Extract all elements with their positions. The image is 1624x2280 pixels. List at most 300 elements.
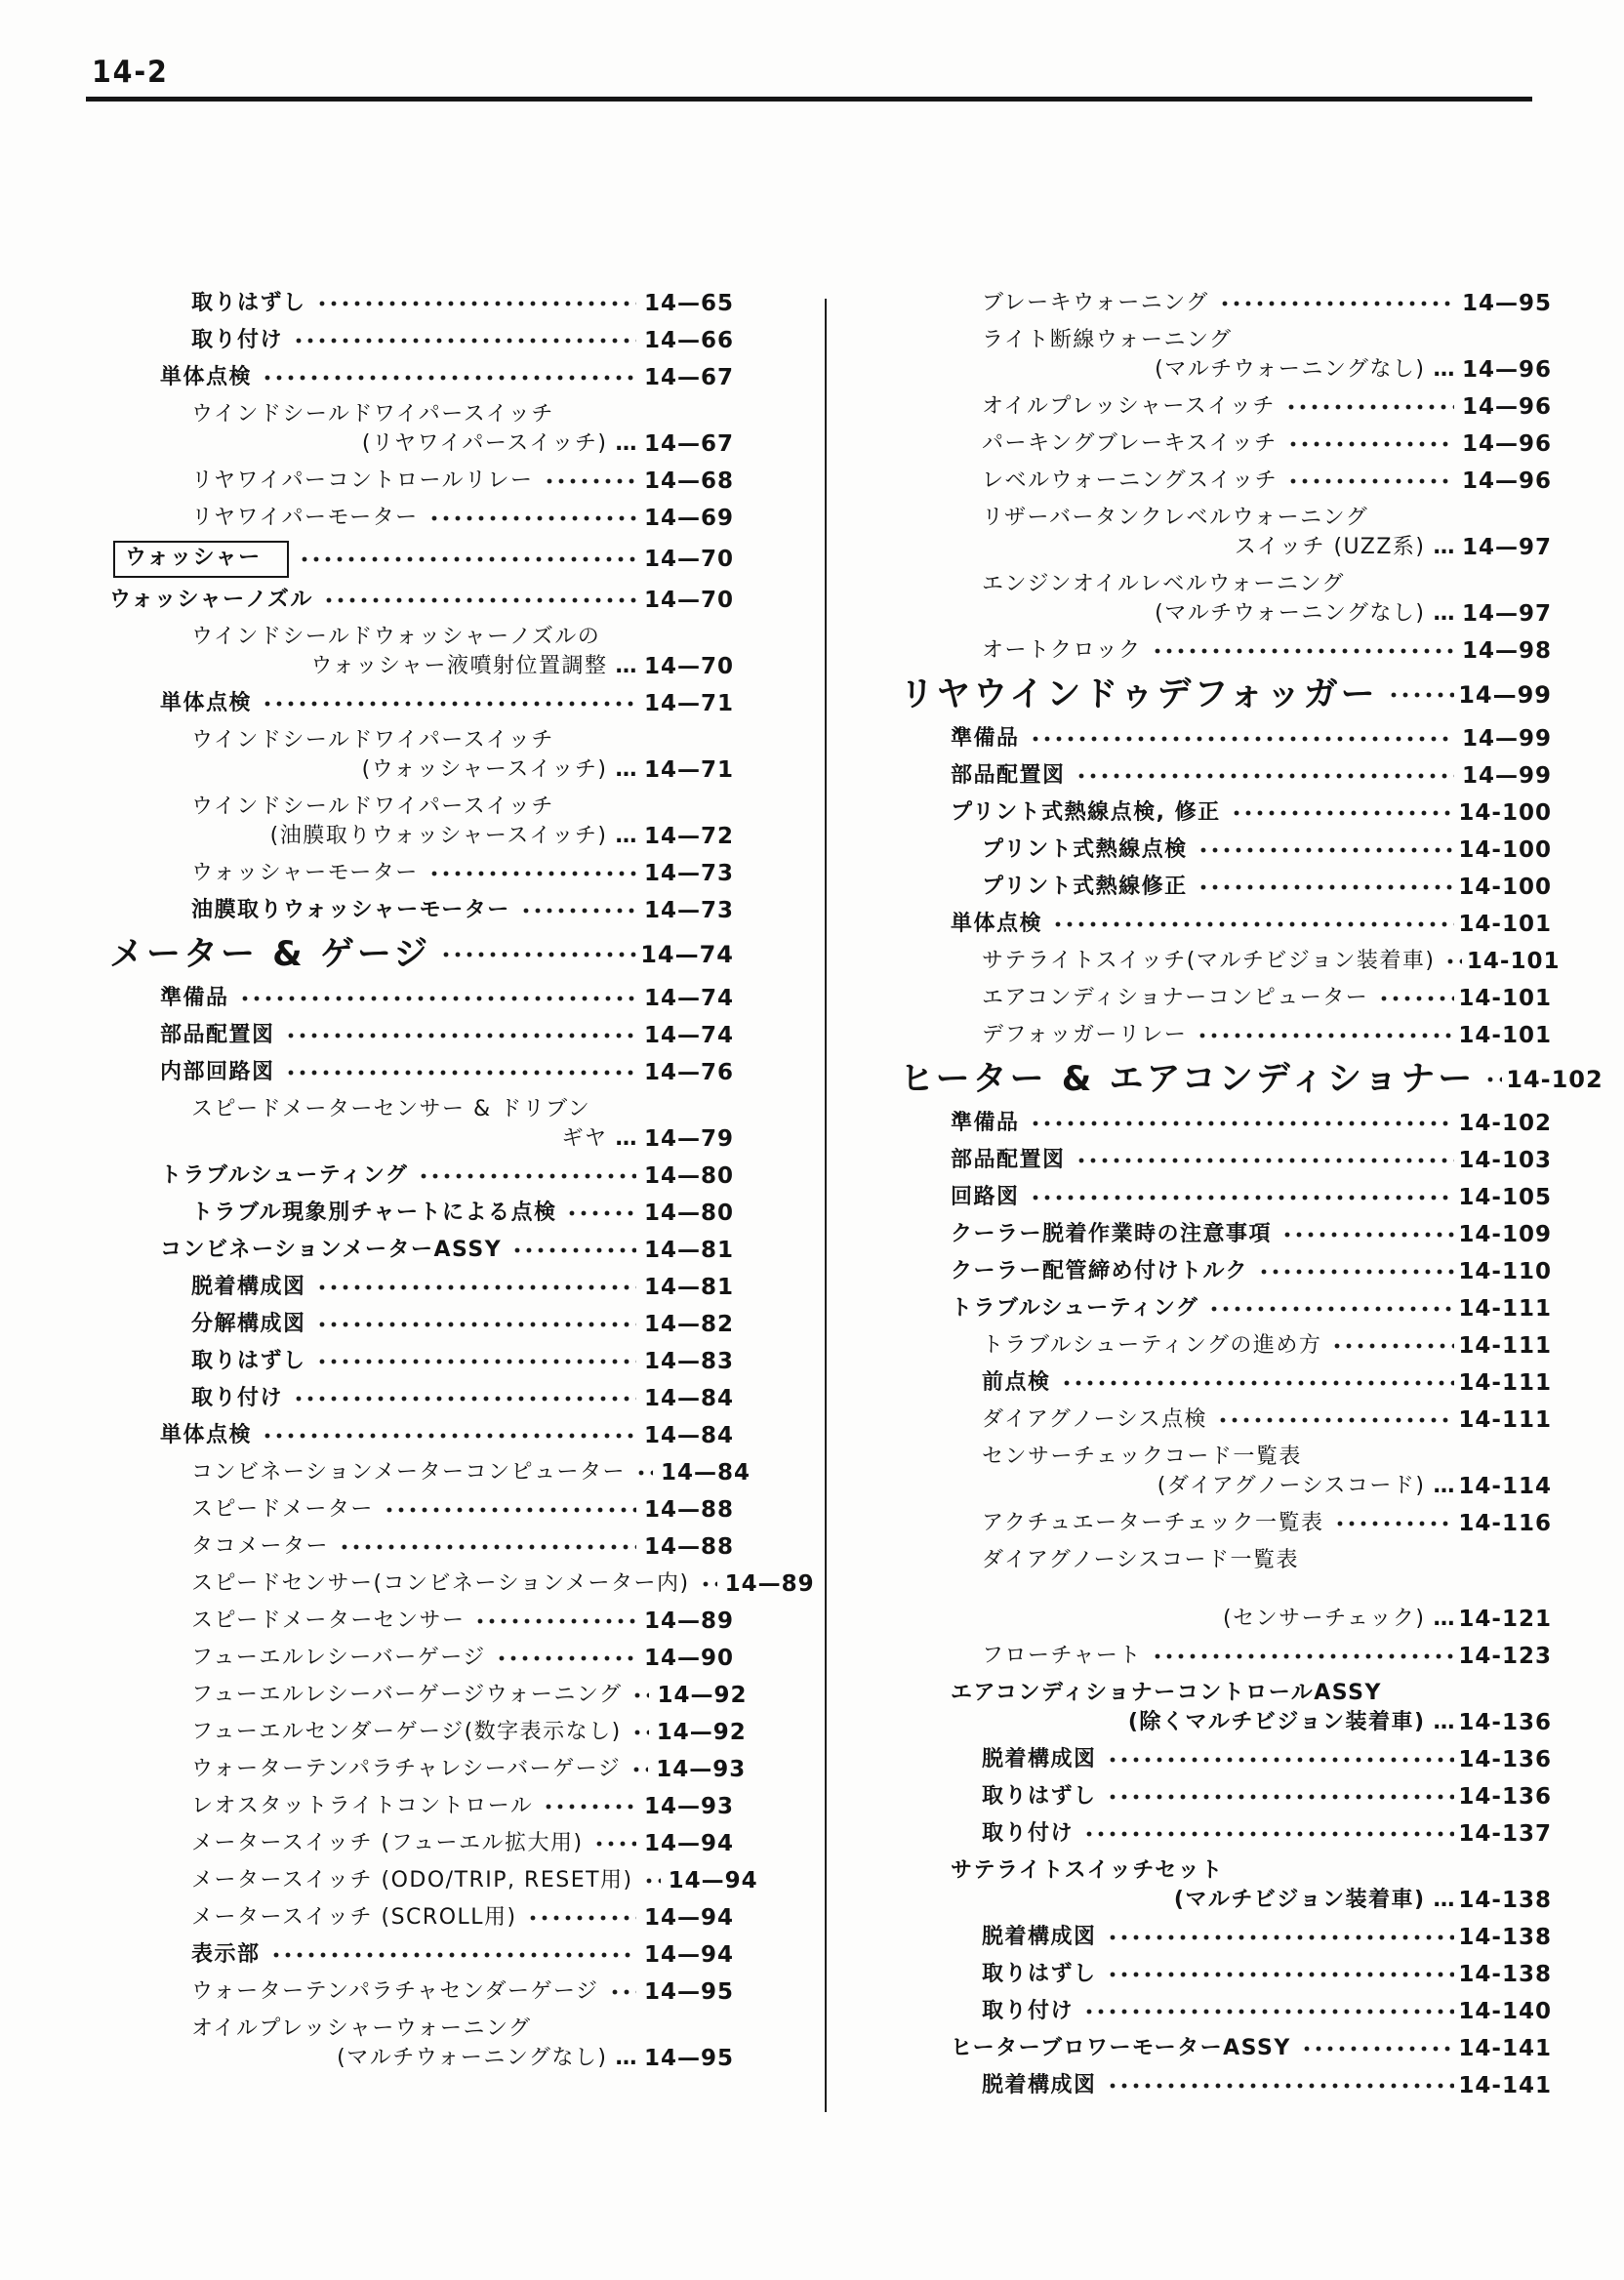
column-divider	[825, 299, 827, 2112]
toc-entry-label: コンビネーションメーターコンピューター	[191, 1460, 626, 1485]
toc-entry-label: 取り付け	[982, 1821, 1075, 1846]
toc-entry-continuation: (ダイアグノーシスコード)	[1157, 1474, 1426, 1498]
dot-leader	[1105, 1745, 1454, 1774]
dot-leader	[1283, 392, 1454, 422]
page-number: 14-111	[1458, 1333, 1552, 1359]
toc-entry	[191, 1199, 734, 1228]
page-number: 14—99	[1458, 681, 1552, 709]
toc-entry-label: 単体点検	[160, 1423, 253, 1447]
page-number: 14—84	[643, 1386, 734, 1411]
dot-leader	[314, 1310, 636, 1339]
toc-entry-label: 取り付け	[982, 1999, 1075, 2023]
toc-entry	[982, 636, 1552, 666]
dot-leader	[518, 896, 636, 925]
toc-entry-label: ウォッシャーモーター	[191, 861, 419, 885]
dot-leader	[633, 1458, 653, 1487]
dot-leader	[1229, 798, 1454, 828]
toc-entry	[191, 1095, 734, 1154]
page-number: 14—74	[643, 1023, 734, 1048]
dot-leader	[1081, 1819, 1454, 1849]
page-number: 14—70	[643, 588, 734, 613]
page-number: 14—81	[643, 1275, 734, 1300]
toc-entry-label: 脱着構成図	[191, 1275, 306, 1299]
toc-entry	[951, 1146, 1552, 1175]
page-number: 14—71	[643, 691, 734, 716]
toc-entry	[191, 1644, 734, 1673]
toc-entry-label: 部品配置図	[951, 1148, 1066, 1172]
toc-entry-label: フローチャート	[982, 1644, 1142, 1668]
toc-entry-label: 前点検	[982, 1370, 1051, 1395]
toc-entry	[191, 1273, 734, 1302]
page-number: 14—65	[643, 291, 734, 316]
dot-leader	[641, 1866, 661, 1895]
toc-entry-label: トラブル現象別チャートによる点検	[191, 1201, 557, 1225]
page-number: 14—94	[643, 1942, 734, 1968]
toc-entry	[191, 1384, 734, 1413]
page-number: 14—76	[643, 1060, 734, 1085]
page-number: 14—81	[643, 1238, 734, 1263]
page-number-header: 14-2	[92, 55, 169, 90]
toc-entry	[191, 1569, 815, 1599]
toc-column-left	[109, 289, 815, 2081]
toc-entry	[951, 1257, 1552, 1286]
toc-entry-label: エアコンディショナーコントロールASSY	[951, 1681, 1382, 1705]
dot-leader	[1482, 1058, 1502, 1101]
page-number: 14-102	[1458, 1111, 1552, 1136]
page-number: 14—89	[643, 1608, 734, 1634]
toc-entry-label: 脱着構成図	[982, 1747, 1097, 1771]
page-number: 14-101	[1458, 1023, 1552, 1048]
toc-entry-continuation: (マルチビジョン装着車)	[1173, 1888, 1426, 1912]
dot-leader	[1028, 1183, 1454, 1212]
toc-entry-label: クーラー脱着作業時の注意事項	[951, 1222, 1273, 1246]
page-number: 14-136	[1458, 1747, 1552, 1772]
page-number: 14—74	[640, 941, 734, 968]
toc-entry-label: プリント式熱線修正	[982, 875, 1188, 899]
page-number: 14—67	[643, 365, 734, 390]
toc-entry-label: 取りはずし	[982, 1784, 1097, 1809]
dot-leader	[1105, 1923, 1454, 1952]
dot-leader	[291, 1384, 636, 1413]
dot-leader	[260, 689, 636, 718]
toc-entry	[191, 1681, 748, 1710]
page-number: 14-111	[1458, 1370, 1552, 1396]
toc-entry-label: 単体点検	[951, 912, 1043, 936]
page-number: 14-103	[1458, 1148, 1552, 1173]
dot-leader	[509, 1236, 636, 1265]
dot-leader	[1059, 1368, 1454, 1398]
toc-entry	[982, 467, 1552, 496]
page-number: 14—97	[1461, 535, 1552, 560]
dot-leader-short: …	[615, 654, 638, 678]
page-number: 14—73	[643, 861, 734, 886]
toc-entry	[951, 761, 1552, 791]
toc-entry	[982, 289, 1552, 318]
toc-entry	[982, 1546, 1552, 1634]
page-number: 14-141	[1458, 2036, 1552, 2061]
toc-entry	[982, 1368, 1552, 1398]
dot-leader	[1074, 761, 1454, 791]
toc-entry-label: アクチュエーターチェック一覧表	[982, 1511, 1324, 1535]
page-number: 14-100	[1458, 800, 1552, 826]
toc-entry	[191, 623, 734, 681]
toc-entry-label: 油膜取りウォッシャーモーター	[191, 898, 510, 922]
toc-entry-label: 単体点検	[160, 365, 253, 389]
dot-leader	[541, 1792, 636, 1821]
toc-entry	[191, 504, 734, 533]
toc-entry	[160, 984, 734, 1013]
toc-entry	[191, 1607, 734, 1636]
toc-entry	[951, 1294, 1552, 1323]
dot-leader	[1279, 1220, 1454, 1249]
page-number: 14—70	[643, 547, 734, 572]
toc-entry	[982, 504, 1552, 562]
toc-entry	[982, 1509, 1552, 1538]
toc-entry-label: メータースイッチ (ODO/TRIP, RESET用)	[191, 1868, 633, 1893]
dot-leader	[1442, 947, 1462, 976]
dot-leader	[1028, 724, 1454, 753]
toc-entry-label: トラブルシューティングの進め方	[982, 1333, 1322, 1358]
toc-entry	[982, 326, 1552, 385]
page-number: 14—68	[643, 468, 734, 494]
page-number: 14-102	[1506, 1066, 1604, 1093]
toc-entry-label: メーター & ゲージ	[109, 935, 431, 974]
page-number: 14-137	[1458, 1821, 1552, 1847]
page-number: 14—92	[656, 1720, 747, 1745]
toc-entry	[982, 1331, 1552, 1361]
dot-leader-short: …	[1433, 1474, 1456, 1498]
dot-leader	[1028, 1109, 1454, 1138]
dot-leader-short: …	[615, 824, 638, 848]
page-number: 14-114	[1458, 1474, 1552, 1499]
toc-entry-label: 取り付け	[191, 1386, 284, 1410]
toc-entry	[191, 1495, 734, 1525]
toc-entry-continuation: (マルチウォーニングなし)	[1155, 601, 1426, 626]
dot-leader	[1299, 2034, 1454, 2063]
toc-entry-label: センサーチェックコード一覧表	[982, 1445, 1302, 1469]
page-number: 14—74	[643, 986, 734, 1011]
page-number: 14-136	[1458, 1784, 1552, 1810]
page-number: 14—96	[1461, 394, 1552, 420]
toc-entry-label: ウインドシールドワイパースイッチ	[191, 794, 554, 819]
page-number: 14-100	[1458, 837, 1552, 863]
page-number: 14—80	[643, 1163, 734, 1189]
dot-leader	[1206, 1294, 1454, 1323]
page-number: 14-138	[1458, 1925, 1552, 1950]
toc-entry	[160, 1236, 734, 1265]
page-number: 14—83	[643, 1349, 734, 1374]
dot-leader-short: …	[1433, 1888, 1456, 1912]
toc-entry-label: ダイアグノーシス点検	[982, 1407, 1208, 1432]
toc-entry	[191, 326, 734, 355]
toc-entry	[982, 1642, 1552, 1671]
dot-leader	[426, 504, 636, 533]
toc-entry	[191, 1903, 734, 1933]
toc-entry-label: フューエルレシーバーゲージウォーニング	[191, 1683, 623, 1707]
toc-entry-label: オートクロック	[982, 638, 1142, 663]
toc-entry	[191, 1792, 734, 1821]
toc-entry-label: 回路図	[951, 1185, 1020, 1209]
toc-entry	[191, 1347, 734, 1376]
dot-leader	[1285, 467, 1454, 496]
page-number: 14-111	[1458, 1407, 1552, 1433]
toc-entry-label: フューエルセンダーゲージ(数字表示なし)	[191, 1720, 622, 1744]
toc-entry	[951, 798, 1552, 828]
page-number: 14—95	[643, 1979, 734, 2005]
toc-entry	[191, 1866, 758, 1895]
dot-leader	[283, 1058, 636, 1087]
toc-entry	[191, 467, 734, 496]
dot-leader	[1386, 673, 1454, 716]
toc-entry	[191, 1310, 734, 1339]
toc-entry-label: オイルプレッシャーウォーニング	[191, 2016, 532, 2041]
dot-leader	[314, 1347, 636, 1376]
toc-entry	[982, 392, 1552, 422]
toc-entry-label: レベルウォーニングスイッチ	[982, 468, 1279, 493]
toc-entry	[160, 1421, 734, 1450]
toc-entry	[160, 1161, 734, 1191]
toc-entry	[191, 896, 734, 925]
toc-entry-label: 部品配置図	[951, 763, 1066, 788]
dot-leader-short: …	[1433, 357, 1456, 382]
dot-leader	[1376, 984, 1454, 1013]
toc-entry	[982, 1443, 1552, 1501]
toc-entry-label: スピードセンサー(コンビネーションメーター内)	[191, 1571, 690, 1596]
dot-leader	[1256, 1257, 1454, 1286]
page-number: 14—72	[643, 824, 734, 849]
toc-entry-label: リヤワイパーコントロールリレー	[191, 468, 534, 493]
toc-entry-label: 単体点検	[160, 691, 253, 715]
toc-entry-label: エアコンディショナーコンピューター	[982, 986, 1369, 1010]
page-number: 14-111	[1458, 1296, 1552, 1322]
page-number: 14—88	[643, 1534, 734, 1560]
dot-leader	[1105, 1960, 1454, 1989]
page-number: 14-116	[1458, 1511, 1552, 1536]
toc-entry	[191, 726, 734, 785]
toc-entry-label: プリント式熱線点検	[982, 837, 1188, 862]
toc-entry	[191, 1755, 747, 1784]
toc-entry	[951, 910, 1552, 939]
toc-entry	[191, 859, 734, 888]
toc-entry	[191, 1940, 734, 1970]
dot-leader	[314, 1273, 636, 1302]
dot-leader	[382, 1495, 636, 1525]
toc-entry	[160, 1058, 734, 1087]
page-number: 14—73	[643, 898, 734, 923]
dot-leader	[297, 545, 636, 574]
toc-entry	[191, 1977, 734, 2007]
dot-leader	[1285, 429, 1454, 459]
toc-entry-continuation: (センサーチェック)	[1222, 1607, 1426, 1631]
page-number: 14—99	[1461, 763, 1552, 789]
page-number: 14-123	[1458, 1644, 1552, 1669]
toc-entry	[191, 1829, 734, 1858]
toc-entry-label: ウインドシールドウォッシャーノズルの	[191, 625, 601, 649]
toc-entry-label: ヒーターブロワーモーターASSY	[951, 2036, 1291, 2060]
toc-entry-label: ウォッシャーノズル	[109, 588, 313, 612]
dot-leader	[1215, 1405, 1454, 1435]
page-number: 14—93	[643, 1794, 734, 1819]
toc-entry	[982, 1960, 1552, 1989]
dot-leader	[1329, 1331, 1454, 1361]
header-rule	[86, 97, 1532, 102]
page-number: 14-140	[1458, 1999, 1552, 2024]
toc-entry-continuation: (マルチウォーニングなし)	[1155, 357, 1426, 382]
toc-entry-label: クーラー配管締め付けトルク	[951, 1259, 1249, 1283]
toc-entry-label: スピードメーター	[191, 1497, 374, 1522]
page-number: 14-121	[1458, 1607, 1552, 1632]
dot-leader-short: …	[1433, 1710, 1456, 1734]
toc-entry-continuation: ギヤ	[561, 1126, 608, 1151]
page-number: 14-101	[1458, 912, 1552, 937]
toc-entry-continuation: (油膜取りウォッシャースイッチ)	[269, 824, 608, 848]
toc-entry-label: フューエルレシーバーゲージ	[191, 1646, 486, 1670]
toc-entry-continuation: (除くマルチビジョン装着車)	[1127, 1710, 1426, 1734]
toc-entry	[982, 984, 1552, 1013]
dot-leader	[494, 1644, 636, 1673]
toc-entry-continuation: (マルチウォーニングなし)	[337, 2046, 608, 2070]
dot-leader	[291, 326, 636, 355]
toc-entry-label: デフォッガーリレー	[982, 1023, 1188, 1047]
page-number: 14—90	[643, 1646, 734, 1671]
page-number: 14—80	[643, 1201, 734, 1226]
toc-entry-label: リヤワイパーモーター	[191, 506, 419, 530]
toc-column-right	[900, 289, 1604, 2108]
toc-entry-label: スピードメーターセンサー & ドリブン	[191, 1097, 591, 1121]
toc-entry	[191, 793, 734, 851]
toc-entry-label: コンビネーションメーターASSY	[160, 1238, 503, 1262]
dot-leader-short: …	[1433, 601, 1456, 626]
toc-entry-label: トラブルシューティング	[160, 1163, 409, 1188]
page-number: 14—69	[643, 506, 734, 531]
dot-leader	[237, 984, 636, 1013]
dot-leader	[337, 1532, 636, 1562]
toc-entry-label: ヒーター & エアコンディショナー	[900, 1060, 1476, 1099]
dot-leader	[629, 1681, 649, 1710]
toc-entry-label: 脱着構成図	[982, 1925, 1097, 1949]
dot-leader	[416, 1161, 636, 1191]
page-number: 14-136	[1458, 1710, 1552, 1735]
dot-leader	[1150, 1642, 1454, 1671]
page-number: 14—84	[660, 1460, 751, 1486]
dot-leader	[472, 1607, 636, 1636]
dot-leader-short: …	[615, 431, 638, 456]
page-number: 14-101	[1458, 986, 1552, 1011]
toc-entry-continuation: ウォッシャー液噴射位置調整	[310, 654, 608, 678]
dot-leader	[542, 467, 636, 496]
page-number: 14—79	[643, 1126, 734, 1152]
dot-leader	[314, 289, 636, 318]
dot-leader	[321, 586, 636, 615]
dot-leader	[426, 859, 636, 888]
toc-entry	[160, 689, 734, 718]
dot-leader	[564, 1199, 636, 1228]
toc-entry-label: 取りはずし	[191, 1349, 306, 1373]
toc-entry	[982, 1405, 1552, 1435]
toc-entry	[160, 1021, 734, 1050]
dot-leader	[698, 1569, 717, 1599]
toc-entry-label: リザーバータンクレベルウォーニング	[982, 506, 1369, 530]
toc-entry	[982, 570, 1552, 629]
toc-entry	[982, 1745, 1552, 1774]
dot-leader	[1081, 1997, 1454, 2026]
dot-leader	[1150, 636, 1454, 666]
toc-entry-label: サテライトスイッチ(マルチビジョン装着車)	[982, 949, 1436, 973]
page-number: 14—94	[643, 1905, 734, 1931]
dot-leader-short: …	[1433, 1607, 1456, 1631]
toc-entry	[191, 400, 734, 459]
toc-entry-label: エンジンオイルレベルウォーニング	[982, 572, 1345, 596]
toc-entry-label: ウインドシールドワイパースイッチ	[191, 402, 554, 427]
toc-entry	[109, 933, 734, 976]
page-number: 14—99	[1461, 726, 1552, 752]
toc-entry-label: 取りはずし	[191, 291, 306, 315]
toc-entry	[982, 835, 1552, 865]
page-number: 14—89	[724, 1571, 815, 1597]
toc-entry-label: オイルプレッシャースイッチ	[982, 394, 1276, 419]
page-number: 14-110	[1458, 1259, 1552, 1284]
toc-entry-label: 内部回路図	[160, 1060, 275, 1084]
dot-leader	[1195, 1021, 1454, 1050]
page-number: 14-109	[1458, 1222, 1552, 1247]
page-number: 14—94	[668, 1868, 758, 1893]
toc-entry	[191, 1718, 747, 1747]
toc-entry	[900, 673, 1552, 716]
toc-entry-continuation: スイッチ (UZZ系)	[1234, 535, 1426, 559]
toc-entry	[191, 1458, 751, 1487]
toc-entry	[982, 873, 1552, 902]
toc-entry-label: スピードメーターセンサー	[191, 1608, 466, 1633]
page-number: 14-100	[1458, 875, 1552, 900]
toc-entry-label: メータースイッチ (SCROLL用)	[191, 1905, 517, 1930]
dot-leader	[1105, 1782, 1454, 1812]
toc-entry	[982, 1997, 1552, 2026]
toc-entry-label: サテライトスイッチセット	[951, 1858, 1224, 1883]
toc-entry	[982, 1782, 1552, 1812]
page-number: 14—95	[643, 2046, 734, 2071]
toc-entry-label: パーキングブレーキスイッチ	[982, 431, 1278, 456]
page-number: 14—96	[1461, 468, 1552, 494]
toc-entry-label: ウォッシャー	[113, 541, 289, 578]
page-number: 14—94	[643, 1831, 734, 1856]
page-number: 14—96	[1461, 357, 1552, 383]
page-number: 14—84	[643, 1423, 734, 1448]
dot-leader	[607, 1977, 636, 2007]
toc-entry	[982, 1819, 1552, 1849]
dot-leader	[260, 1421, 636, 1450]
toc-entry	[982, 429, 1552, 459]
toc-entry-label: リヤウインドゥデフォッガー	[900, 675, 1378, 714]
toc-entry	[951, 724, 1552, 753]
toc-entry-label: ブレーキウォーニング	[982, 291, 1209, 315]
page-number: 14—67	[643, 431, 734, 457]
toc-entry-label: 準備品	[951, 1111, 1020, 1135]
page-number: 14—92	[657, 1683, 748, 1708]
dot-leader	[1074, 1146, 1454, 1175]
toc-entry-label: ライト断線ウォーニング	[982, 328, 1233, 352]
page-number: 14—95	[1461, 291, 1552, 316]
toc-entry-label: ダイアグノーシスコード一覧表	[982, 1548, 1300, 1572]
dot-leader	[629, 1718, 649, 1747]
page-number: 14-138	[1458, 1962, 1552, 1987]
toc-entry	[982, 2071, 1552, 2100]
toc-entry	[160, 363, 734, 392]
toc-entry-label: 取り付け	[191, 328, 284, 352]
dot-leader	[1050, 910, 1454, 939]
toc-entry	[951, 1220, 1552, 1249]
toc-entry-continuation: (リヤワイパースイッチ)	[361, 431, 608, 456]
dot-leader	[268, 1940, 636, 1970]
